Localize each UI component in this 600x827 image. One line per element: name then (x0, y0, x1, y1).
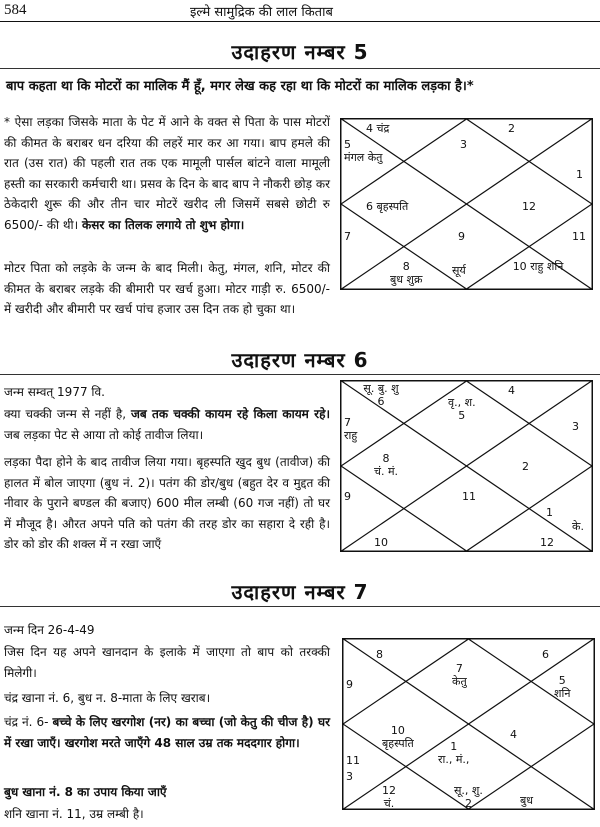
house-8: 8 बुध शुक्र (390, 260, 423, 286)
house-6: 6 बृहस्पति (366, 200, 409, 213)
para-text-2: जब लड़का पेट से आया तो कोई तावीज लिया। (4, 427, 204, 442)
house-7: 7 केतु (452, 662, 467, 688)
example-5-heading: उदाहरण नम्बर 5 (231, 40, 369, 64)
example-5-para-1 (4, 112, 330, 235)
house-1: 1 (576, 168, 583, 181)
example-6-heading: उदाहरण नम्बर 6 (231, 348, 369, 372)
example-5-lead: बाप कहता था कि मोटरों का मालिक मैं हूँ, मगर लेख कह रहा था कि मोटरों का मालिक लड़का है।* (6, 79, 474, 94)
para-bold: बच्चे के लिए खरगोश (नर) का बच्चा (जो केतु की चीज है) घर में रखा जाएँ। खरगोश मरते जाएँगे 48 साल उम्र तक मददगार होगा। (4, 715, 330, 750)
ketu-label: के. (572, 520, 584, 533)
house-1: 1 रा., मं., (438, 740, 470, 766)
page-number: 584 (4, 2, 27, 18)
house-6: 6 (542, 648, 549, 661)
house-7: 7 राहु (344, 416, 358, 442)
house-8: 8 (376, 648, 383, 661)
house-11: 11 (346, 754, 360, 767)
house-9: 9 (458, 230, 465, 243)
house-4: 4 चंद्र (366, 122, 390, 135)
birth-chart-7 (342, 638, 595, 810)
birth-chart-5 (340, 118, 593, 290)
para-text: क्या चक्की जन्म से नहीं है, (4, 407, 127, 421)
house-12: 12 चं. (382, 784, 396, 810)
house-3: 3 (572, 420, 579, 433)
house-12: 12 (540, 536, 554, 549)
house-12: 12 (522, 200, 536, 213)
house-4: 4 (508, 384, 515, 397)
running-title: इल्मे सामुद्रिक की लाल किताब (190, 5, 333, 20)
para-bold: जब तक चक्की कायम रहे किला कायम रहे। (130, 407, 330, 421)
house-10: 10 (374, 536, 388, 549)
para-bold: बुध खाना नं. 8 का उपाय किया जाएँ (4, 785, 167, 799)
house-5: 5 शनि (554, 674, 571, 700)
para-text: * ऐसा लड़का जिसके माता के पेट में आने के वक्त से पिता के पास मोटरों की कीमत के बराबर धन दरिया की लहरें मार कर आ गया। बाप हमले की रात (उस रात) की पहली रात तक एक मामूली पार्सल बांटने वाला मामूली हस्ती का सरकारी कर्मचारी था। प्रसव के दिन के बाद बाप ने नौकरी छोड़ कर ठेकेदारी शुरू की और तीन चार मोटरें खरीद ली जिसमें सबसे छोटी रु 6500/- की थी। (4, 115, 330, 232)
example-5-rule (0, 68, 600, 69)
house-3: 3 (346, 770, 353, 783)
example-5-para-2: मोटर पिता को लड़के के जन्म के बाद मिली। केतु, मंगल, शनि, मोटर की कीमत के बराबर लड़के की बीमारी पर खर्च हुआ। मोटर गाड़ी रु. 6500/- में खरीदी और बीमारी पर खर्च पांच हजार उस दिन तक हो चुका था। (4, 261, 330, 316)
house-2: 2 (508, 122, 515, 135)
example-7-rule (0, 606, 600, 607)
house-6: सू. बु. शु 6 (363, 382, 399, 408)
house-11: 11 (572, 230, 586, 243)
example-7-para-2: जिस दिन यह अपने खानदान के इलाके में जाएगा तो बाप को तरक्की मिलेगी। (4, 645, 330, 680)
house-7: 7 (344, 230, 351, 243)
example-6-rule (0, 374, 600, 375)
example-7-para-1: जन्म दिन 26-4-49 (4, 623, 95, 637)
para-text: चंद्र नं. 6- (4, 715, 49, 729)
budh-label: बुध (520, 794, 534, 807)
birth-chart-6 (340, 380, 593, 552)
example-7-para-3: चंद्र खाना नं. 6, बुध न. 8-माता के लिए खराब। (4, 691, 211, 705)
house-10-sun: सूर्य (452, 264, 466, 277)
example-7-para-4 (4, 712, 330, 753)
example-6-para-1: जन्म सम्वत् 1977 वि. (4, 385, 105, 399)
header-rule (0, 21, 600, 22)
house-10: 10 राहु शनि (512, 260, 564, 273)
example-6-para-2 (4, 404, 330, 445)
para-bold: केसर का तिलक लगाये तो शुभ होगा। (82, 217, 245, 232)
house-5: 5 मंगल केतु (344, 138, 383, 164)
house-2: 2 (522, 460, 529, 473)
house-1: 1 (546, 506, 553, 519)
example-6-para-3: लड़का पैदा होने के बाद तावीज लिया गया। बृहस्पति खुद बुध (तावीज) की हालत में बोल जाएगा (बुध नं. 2)। पतंग की डोर/बुध (बहुत देर व मुद्दत की नीवार के पुराने बण्डल की बजाए) 600 मील लम्बी (60 गज नहीं) तो घर में मौजूद है। औरत अपने पति को पतंग की तरह डोर का सहारा दे रही है। डोर को डोर की शक्ल में न रखा जाएँ (4, 455, 330, 551)
house-9: 9 (346, 678, 353, 691)
house-2: सू., शु. 2 (454, 784, 483, 810)
example-7-para-5 (4, 782, 330, 803)
example-7-para-6: शनि खाना नं. 11, उम्र लम्बी है। (4, 807, 144, 821)
example-7-heading: उदाहरण नम्बर 7 (231, 580, 369, 604)
house-4: 4 (510, 728, 517, 741)
house-11: 11 (462, 490, 476, 503)
house-3: 3 (460, 138, 467, 151)
house-5: वृ., श. 5 (448, 396, 476, 422)
house-10: 10 बृहस्पति (382, 724, 414, 750)
house-9: 9 (344, 490, 351, 503)
house-8: 8 चं. मं. (374, 452, 399, 478)
page-header (0, 0, 600, 22)
